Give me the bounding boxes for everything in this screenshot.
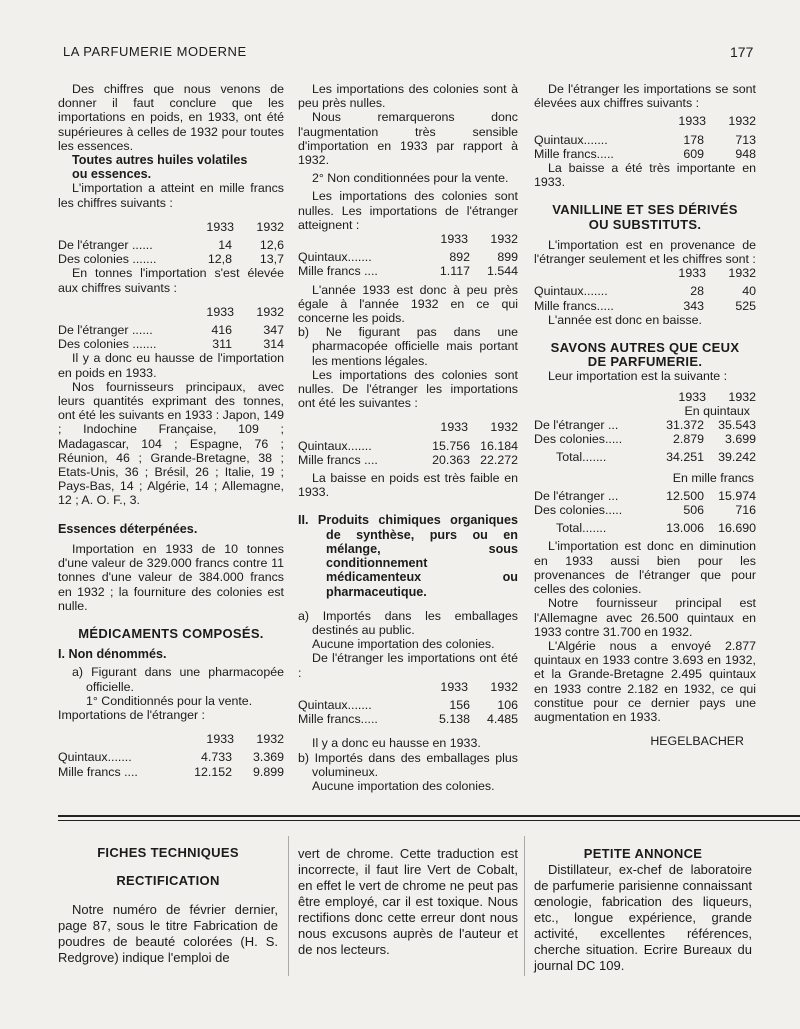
- paragraph: Des chiffres que nous venons de donner il faut conclure que les importations en poids, en 1933, ont été supérieures à celles de 1932 pour toutes les essences.: [58, 82, 284, 153]
- table-row: Quintaux....... 15.756 16.184: [298, 438, 518, 453]
- paragraph: 2° Non conditionnées pour la vente.: [312, 171, 509, 186]
- table-row: Mille francs..... 609 948: [534, 146, 756, 161]
- subsection-heading: I. Non dénommés.: [58, 647, 167, 662]
- section-heading: RECTIFICATION: [116, 873, 220, 889]
- paragraph: Nous remarquerons donc l'augmentation très sensible d'importation en 1933 par rapport à 1932.: [298, 110, 518, 168]
- paragraph: L'année 1933 est donc à peu près égale à l'année 1932 en ce qui concerne les poids.: [298, 282, 518, 326]
- table-years: 1933 1932: [206, 304, 284, 319]
- section-heading: II. Produits chimiques organiques de synthèse, purs ou en mélange, sous conditionnement médicamenteux ou pharmaceutique.: [298, 513, 518, 599]
- table-row: Mille francs..... 5.138 4.485: [298, 712, 518, 727]
- table-total-row: Total....... 13.006 16.690: [556, 521, 756, 536]
- paragraph: L'importation a atteint en mille francs les chiffres suivants :: [58, 181, 284, 210]
- table-years: 1933 1932: [678, 389, 756, 404]
- table-total-row: Total....... 34.251 39.242: [556, 450, 756, 465]
- paragraph: Importation en 1933 de 10 tonnes d'une valeur de 329.000 francs contre 11 tonnes d'une valeur de 384.000 francs en 1932 ; la fourniture des colonies est nulle.: [58, 541, 284, 613]
- table-row: Des colonies ....... 12,8 13,7: [58, 252, 284, 267]
- table-unit: En mille francs: [672, 470, 754, 485]
- paragraph: Importations de l'étranger :: [58, 707, 205, 722]
- table-row: Des colonies ....... 311 314: [58, 337, 284, 352]
- table-row: Mille francs .... 12.152 9.899: [58, 764, 284, 779]
- table-years: 1933 1932: [440, 232, 518, 247]
- paragraph: Notre numéro de février dernier, page 87, sous le titre Fabrication de poudres de beauté colorées (H. S. Redgrove) indique l'emploi de: [58, 902, 278, 966]
- table-years: 1933 1932: [206, 219, 284, 234]
- table-row: Mille francs .... 1.117 1.544: [298, 264, 518, 279]
- paragraph: Les importations des colonies sont à peu près nulles.: [298, 82, 518, 111]
- table-row: Mille francs .... 20.363 22.272: [298, 452, 518, 467]
- paragraph: a) Figurant dans une pharmacopée officielle.: [72, 665, 284, 694]
- section-heading-cont: ou essences.: [72, 167, 152, 182]
- table-row: Des colonies..... 2.879 3.699: [534, 432, 756, 447]
- paragraph: Notre fournisseur principal est l'Allemagne avec 26.500 quintaux en 1933 contre 31.700 en 1932.: [534, 596, 756, 639]
- paragraph: b) Ne figurant pas dans une pharmacopée officielle mais portant les mentions légales.: [298, 325, 518, 368]
- section-heading: VANILLINE ET SES DÉRIVÉS: [552, 202, 738, 218]
- column-divider: [524, 836, 525, 976]
- table-row: Quintaux....... 178 713: [534, 132, 756, 147]
- column-1: [58, 82, 284, 779]
- table-row: De l'étranger ...... 416 347: [58, 323, 284, 338]
- paragraph: Les importations des colonies sont nulles. Les importations de l'étranger atteignent :: [298, 189, 518, 232]
- section-heading: MÉDICAMENTS COMPOSÉS.: [78, 625, 264, 641]
- table-row: De l'étranger ... 12.500 15.974: [534, 488, 756, 503]
- table-years: 1933 1932: [440, 420, 518, 435]
- column-divider: [288, 836, 289, 976]
- classified-ad: Distillateur, ex-chef de laboratoire de parfumerie parisienne connaissant œnologie, fabrication des liqueurs, etc., longue expérience, grande activité, excellentes références, cherche situation. Ecrire Bureaux du journal DC 109.: [534, 862, 752, 973]
- table-years: 1933 1932: [440, 679, 518, 694]
- paragraph: L'importation est en provenance de l'étranger seulement et les chiffres sont :: [534, 237, 756, 267]
- paragraph: En tonnes l'importation s'est élevée aux chiffres suivants :: [58, 266, 284, 295]
- running-header-title: LA PARFUMERIE MODERNE: [63, 44, 247, 59]
- table-row: De l'étranger ... 31.372 35.543: [534, 418, 756, 433]
- author-signature: HEGELBACHER: [650, 734, 744, 749]
- paragraph: L'année est donc en baisse.: [548, 312, 702, 327]
- paragraph: La baisse en poids est très faible en 1933.: [298, 471, 518, 500]
- section-heading: PETITE ANNONCE: [583, 846, 703, 861]
- table-row: Quintaux....... 28 40: [534, 284, 756, 299]
- paragraph: Il y a donc eu hausse en 1933.: [312, 736, 481, 751]
- paragraph: Nos fournisseurs principaux, avec leurs quantités exprimant des tonnes, ont été les suivants en 1933 : Japon, 149 ; Indochine Française, 109 ; Madagascar, 104 ; Espagne, 76 ; Réunion, 46 ; Grande-Bretagne, 38 ; Etats-Unis, 36 ; Brésil, 26 ; Italie, 19 ; Pays-Bas, 14 ; Algérie, 14 ; Allemagne, 12 ; A. O. F., 3.: [58, 379, 284, 508]
- table-row: Mille francs..... 343 525: [534, 298, 756, 313]
- table-row: De l'étranger ...... 14 12,6: [58, 238, 284, 253]
- section-heading: Toutes autres huiles volatiles: [72, 153, 248, 168]
- column-2: [298, 82, 518, 793]
- column-3: [534, 82, 756, 748]
- paragraph: De l'étranger les importations ont été :: [298, 651, 518, 680]
- paragraph: La baisse a été très importante en 1933.: [534, 161, 756, 190]
- double-rule-bottom: [58, 820, 800, 821]
- table-years: 1933 1932: [678, 114, 756, 129]
- paragraph: a) Importés dans les emballages destinés au public.: [298, 608, 518, 637]
- paragraph: L'importation est donc en diminution en 1933 aussi bien pour les provenances de l'étranger que pour celles des colonies.: [534, 539, 756, 597]
- table-years: 1933 1932: [678, 266, 756, 281]
- paragraph: Aucune importation des colonies.: [312, 778, 495, 793]
- bottom-column-2: [298, 846, 518, 958]
- table-years: 1933 1932: [206, 732, 284, 747]
- double-rule-top: [58, 815, 800, 817]
- paragraph: Les importations des colonies sont nulles. De l'étranger les importations ont été les suivantes :: [298, 367, 518, 411]
- table-row: Quintaux....... 156 106: [298, 697, 518, 712]
- table-row: Quintaux....... 4.733 3.369: [58, 750, 284, 765]
- section-heading: Essences déterpénées.: [58, 521, 198, 536]
- table-row: Des colonies..... 506 716: [534, 503, 756, 518]
- paragraph: De l'étranger les importations se sont élevées aux chiffres suivants :: [534, 82, 756, 111]
- table-unit: En quintaux: [684, 403, 750, 418]
- section-heading: FICHES TECHNIQUES: [97, 845, 239, 860]
- paragraph: Il y a donc eu hausse de l'importation en poids en 1933.: [58, 351, 284, 380]
- bottom-column-3: [534, 846, 752, 974]
- paragraph: Aucune importation des colonies.: [312, 637, 495, 652]
- section-heading: SAVONS AUTRES QUE CEUX: [550, 340, 740, 356]
- paragraph: Leur importation est la suivante :: [548, 369, 728, 384]
- paragraph: L'Algérie nous a envoyé 2.877 quintaux en 1933 contre 3.693 en 1932, et la Grande-Bretagne 2.495 quintaux en 1933 contre 2.182 en 1932, ce qui constitue pour ce dernier pays une augmentation en 1933.: [534, 638, 756, 724]
- paragraph: vert de chrome. Cette traduction est incorrecte, il faut lire Vert de Cobalt, en effet le vert de chrome ne peut pas être employé, car il est toxique. Nous rectifions donc cette erreur dont nous nous excusons auprès de l'auteur et de nos lecteurs.: [298, 846, 518, 957]
- page-number: 177: [730, 44, 754, 60]
- paragraph: b) Importés dans des emballages plus volumineux.: [298, 750, 518, 779]
- section-heading-cont: OU SUBSTITUTS.: [588, 216, 702, 232]
- paragraph: 1° Conditionnés pour la vente.: [86, 693, 253, 708]
- table-row: Quintaux....... 892 899: [298, 250, 518, 265]
- section-heading-cont: DE PARFUMERIE.: [587, 354, 703, 370]
- bottom-column-1: [58, 846, 278, 966]
